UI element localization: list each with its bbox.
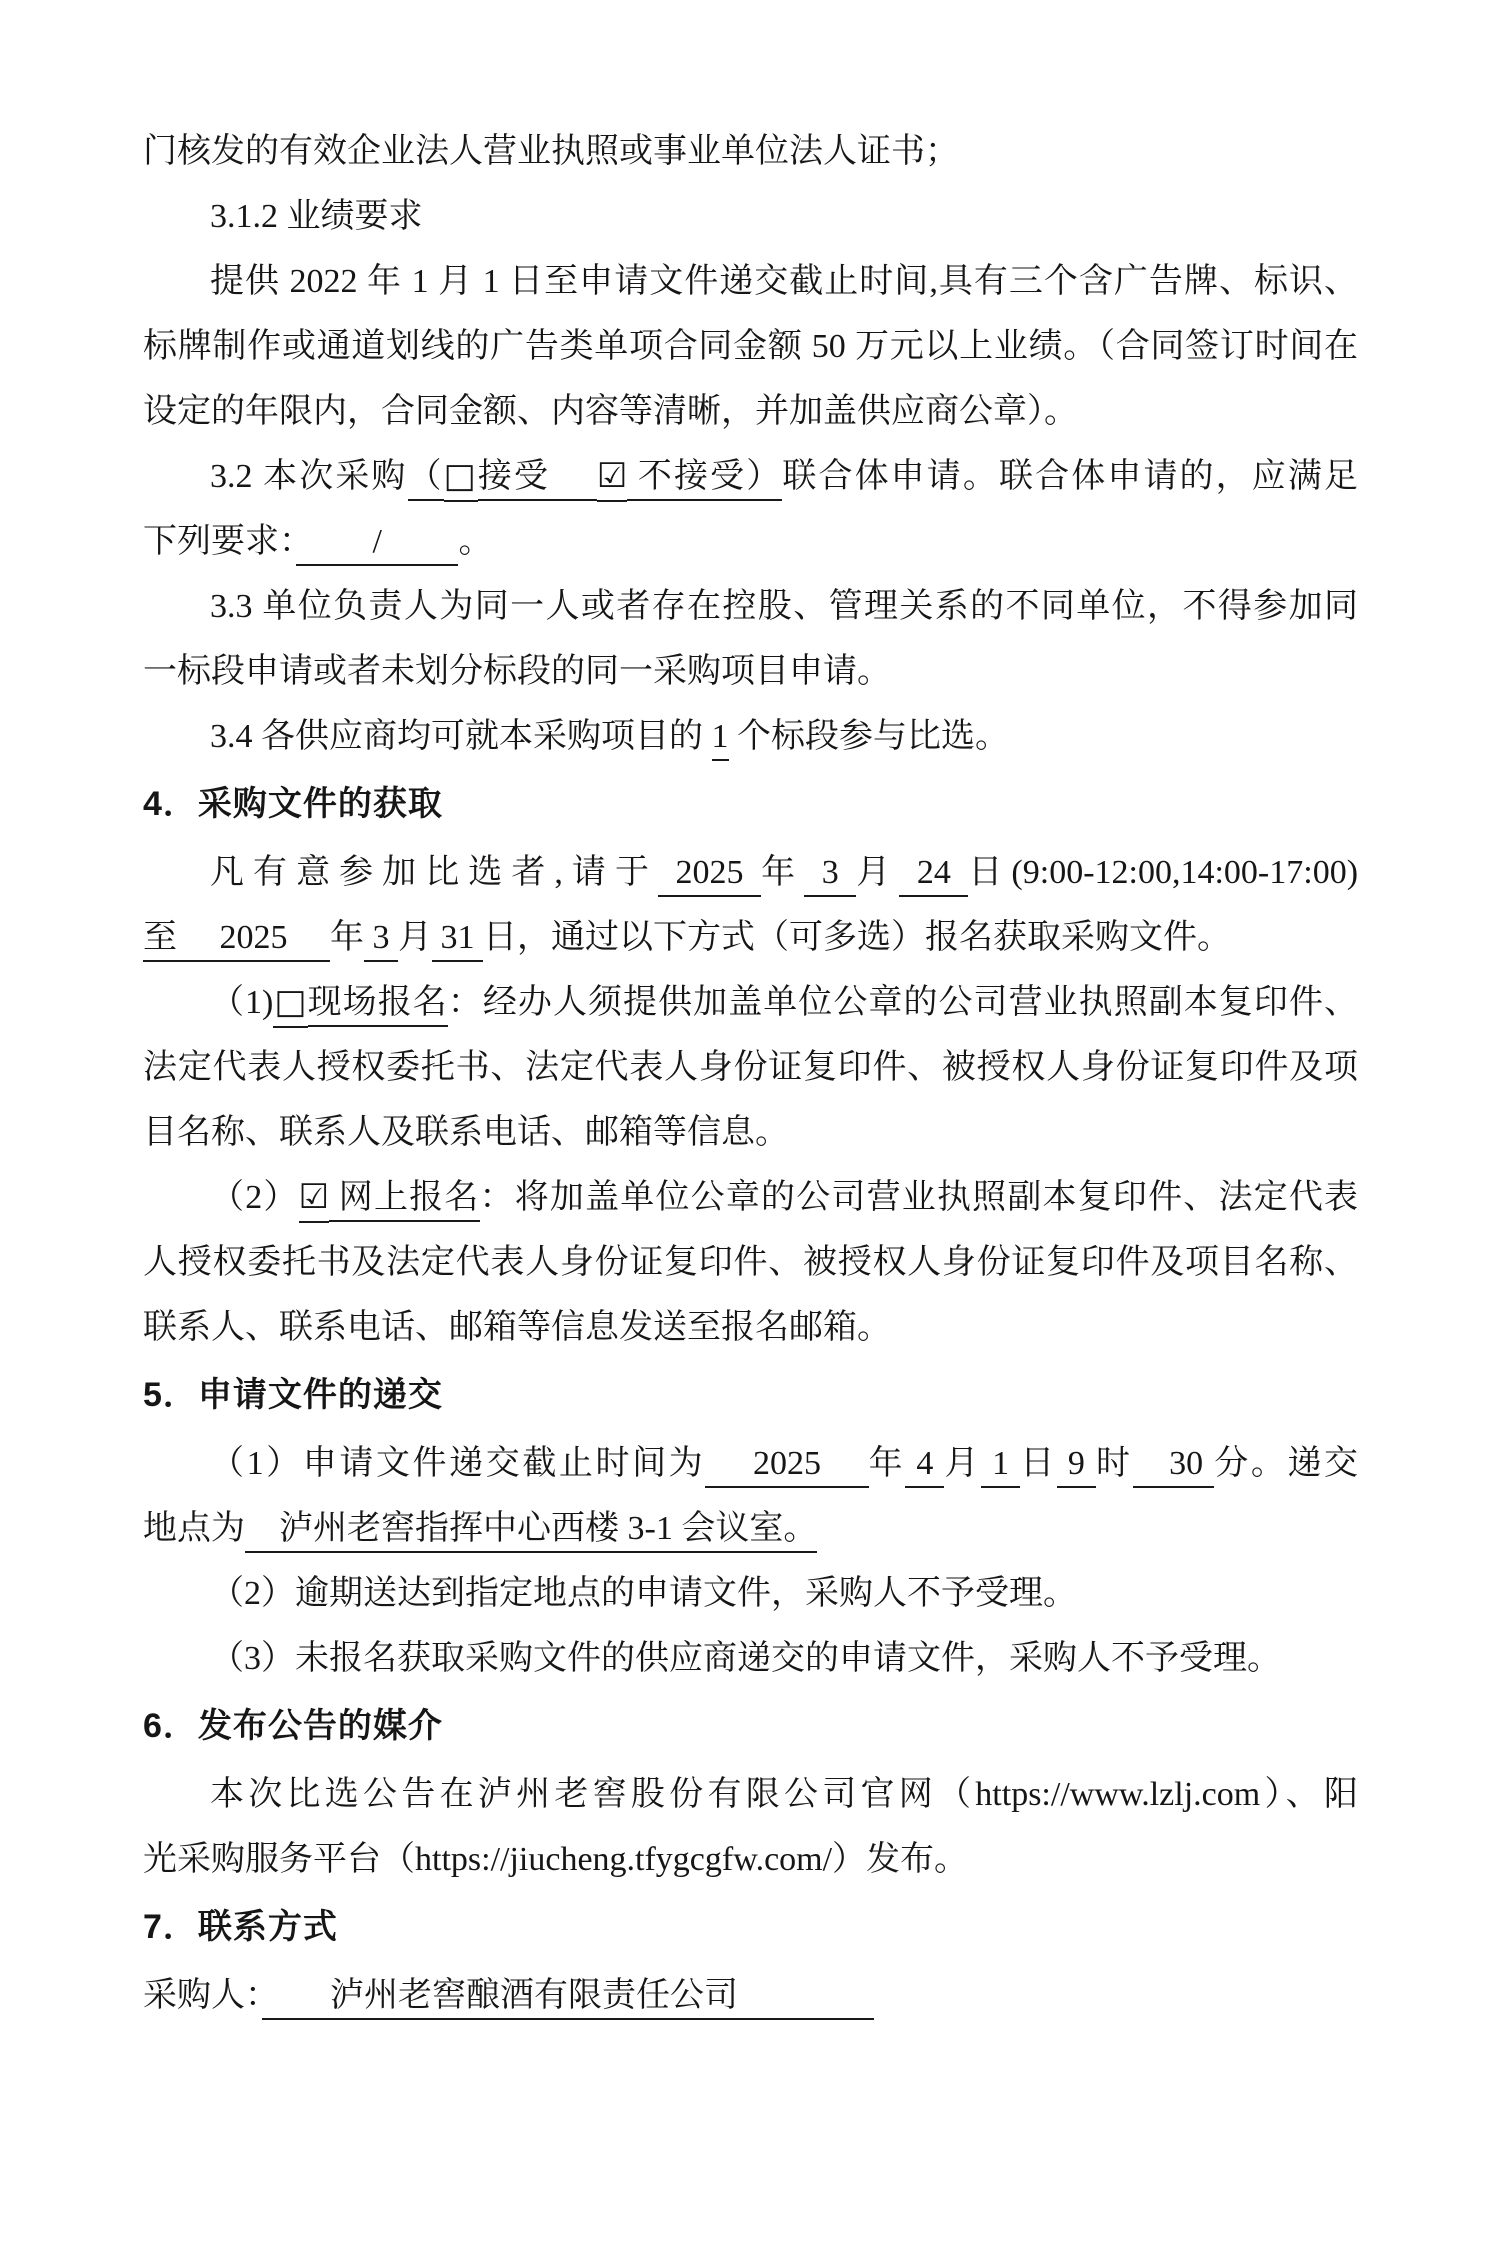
text-segment: （1）申请文件递交截止时间为 [210, 1445, 706, 1482]
text-segment: 下列要求： [143, 523, 296, 560]
underlined-text [382, 523, 459, 566]
para-6-line2 [143, 1827, 1358, 1892]
text-segment: 分。递交 [1214, 1445, 1359, 1482]
text-segment: 本次比选公告在泸州老窖股份有限公司官网（https://www.lzlj.com）、阳 [210, 1776, 1358, 1813]
section-heading-4 [143, 772, 1358, 837]
para-5-item1-line1 [143, 1431, 1358, 1496]
text-segment: 日(9:00-12:00,14:00-17:00) [968, 854, 1359, 891]
underlined-text [296, 523, 373, 566]
underlined-text: 1 [981, 1445, 1020, 1488]
section-heading-6 [143, 1694, 1358, 1759]
para-5-item1-line2 [143, 1496, 1358, 1561]
checkbox-unchecked-icon: □ [444, 456, 478, 502]
document-content [143, 119, 1358, 2028]
checkbox-checked-icon: ☑ [597, 456, 627, 502]
para-4-item2-line3 [143, 1295, 1358, 1360]
text-segment: ：将加盖单位公章的公司营业执照副本复印件、法定代表 [479, 1179, 1359, 1216]
text-segment: 地点为 [143, 1510, 245, 1547]
checkbox-unchecked-icon: □ [273, 982, 307, 1028]
text-segment: 门核发的有效企业法人营业执照或事业单位法人证书； [143, 133, 959, 170]
text-segment: 设定的年限内，合同金额、内容等清晰，并加盖供应商公章）。 [143, 393, 1078, 430]
underlined-text: 9 [1057, 1445, 1096, 1488]
text-segment: 个标段参与比选。 [728, 718, 1009, 755]
text-segment: （2）逾期送达到指定地点的申请文件，采购人不予受理。 [210, 1575, 1077, 1612]
text-segment: 3.1.2 业绩要求 [210, 198, 423, 235]
section-heading-7 [143, 1895, 1358, 1960]
underlined-text: 2025 [705, 1445, 868, 1488]
underlined-text: 泸州老窖指挥中心西楼 3-1 会议室。 [245, 1510, 817, 1553]
text-segment: ：经办人须提供加盖单位公章的公司营业执照副本复印件、 [447, 984, 1359, 1021]
text-segment: 月 [856, 854, 900, 891]
para-3-3-line1 [143, 574, 1358, 639]
text-segment: 采购人： [143, 1977, 262, 2014]
text-segment: 人授权委托书及法定代表人身份证复印件、被授权人身份证复印件及项目名称、 [143, 1244, 1358, 1281]
text-segment: （1) [210, 984, 274, 1021]
para-3-1-2-heading [143, 184, 1358, 249]
para-4-line2 [143, 905, 1358, 970]
underlined-text [550, 458, 597, 501]
para-7-purchaser [143, 1963, 1358, 2028]
underlined-text: 泸州老窖酿酒有限责任公司 [262, 1977, 874, 2020]
text-segment: 3.3 单位负责人为同一人或者存在控股、管理关系的不同单位，不得参加同 [210, 588, 1358, 625]
para-3-1-2-body-line1 [143, 249, 1358, 314]
underlined-text: 网上报名 [329, 1179, 479, 1222]
text-segment: 5．申请文件的递交 [143, 1376, 443, 1414]
underlined-text: 至 2025 [143, 919, 330, 962]
underlined-text: 4 [905, 1445, 944, 1488]
text-segment: （2） [210, 1179, 299, 1216]
underlined-text: （ [408, 458, 444, 501]
para-4-item1-line3 [143, 1100, 1358, 1165]
text-segment: 年 [330, 919, 364, 956]
para-3-4 [143, 704, 1358, 769]
para-4-line1 [143, 840, 1358, 905]
text-segment: 联合体申请。联合体申请的，应满足 [782, 458, 1358, 495]
para-4-item1-line2 [143, 1035, 1358, 1100]
text-segment: 凡有意参加比选者,请于 [210, 854, 659, 891]
para-4-item1-line1 [143, 970, 1358, 1035]
underlined-text: 30 [1133, 1445, 1215, 1488]
text-segment: 法定代表人授权委托书、法定代表人身份证复印件、被授权人身份证复印件及项 [143, 1049, 1358, 1086]
text-segment: 。 [458, 523, 493, 560]
text-segment: 标牌制作或通道划线的广告类单项合同金额 50 万元以上业绩。（合同签订时间在 [143, 328, 1358, 365]
checkbox-checked-icon: ☑ [299, 1177, 329, 1223]
text-segment: 联系人、联系电话、邮箱等信息发送至报名邮箱。 [143, 1309, 891, 1346]
text-segment: 日，通过以下方式（可多选）报名获取采购文件。 [483, 919, 1231, 956]
para-3-1-2-body-line3 [143, 379, 1358, 444]
text-segment: 7．联系方式 [143, 1908, 338, 1946]
underlined-text: 接受 [478, 458, 550, 501]
text-segment: 提供 2022 年 1 月 1 日至申请文件递交截止时间,具有三个含广告牌、标识、 [210, 263, 1358, 300]
text-segment: 6．发布公告的媒介 [143, 1707, 443, 1745]
para-3-2-line2 [143, 509, 1358, 574]
para-5-item2 [143, 1561, 1358, 1626]
text-segment: 3.4 各供应商均可就本采购项目的 [210, 718, 712, 755]
text-segment: 月 [398, 919, 432, 956]
underlined-text: 1 [712, 718, 729, 761]
text-segment: 一标段申请或者未划分标段的同一采购项目申请。 [143, 653, 891, 690]
underlined-text: 31 [432, 919, 483, 962]
underlined-text: 2025 [658, 854, 761, 897]
section-heading-5 [143, 1363, 1358, 1428]
text-segment: （3）未报名获取采购文件的供应商递交的申请文件，采购人不予受理。 [210, 1640, 1281, 1677]
underlined-text: 3 [804, 854, 856, 897]
para-4-item2-line2 [143, 1230, 1358, 1295]
para-6-line1 [143, 1762, 1358, 1827]
underlined-text: / [373, 523, 382, 566]
text-segment: 时 [1096, 1445, 1133, 1482]
para-5-item3 [143, 1626, 1358, 1691]
para-3-1-2-body-line2 [143, 314, 1358, 379]
underlined-text: 不接受） [627, 458, 782, 501]
underlined-text: 3 [364, 919, 398, 962]
text-segment: 光采购服务平台（https://jiucheng.tfygcgfw.com/）发布。 [143, 1841, 969, 1878]
para-3-2-line1 [143, 444, 1358, 509]
text-segment: 年 [868, 1445, 906, 1482]
para-4-item2-line1 [143, 1165, 1358, 1230]
text-segment: 月 [944, 1445, 982, 1482]
underlined-text: 24 [899, 854, 968, 897]
text-segment: 年 [761, 854, 805, 891]
para-3-3-line2 [143, 639, 1358, 704]
para-license-continuation [143, 119, 1358, 184]
text-segment: 3.2 本次采购 [210, 458, 408, 495]
text-segment: 日 [1020, 1445, 1057, 1482]
underlined-text: 现场报名 [308, 984, 448, 1027]
text-segment: 目名称、联系人及联系电话、邮箱等信息。 [143, 1114, 789, 1151]
text-segment: 4．采购文件的获取 [143, 785, 443, 823]
